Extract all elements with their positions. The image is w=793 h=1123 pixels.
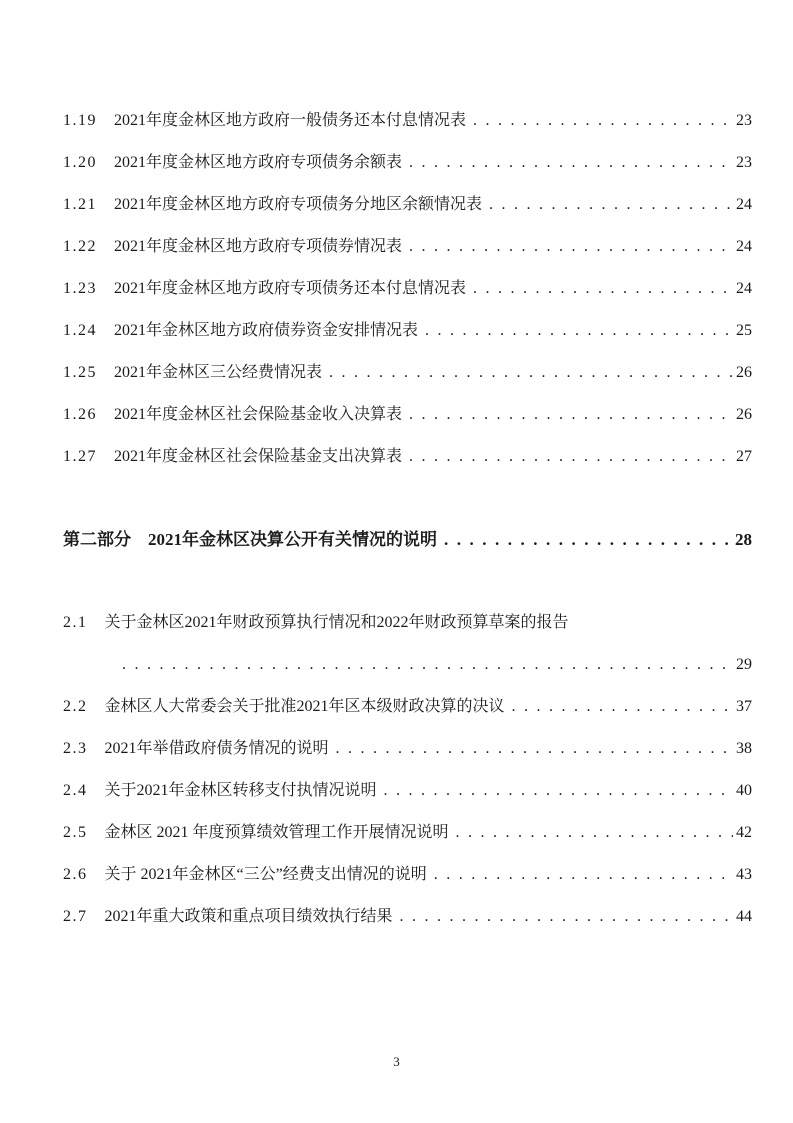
toc-part-title: 2021年金林区决算公开有关情况的说明 (148, 530, 437, 549)
toc-part2-heading (63, 519, 752, 561)
toc-entry (63, 436, 752, 478)
toc-entry-page: 42 (736, 824, 752, 841)
toc-entry-number: 2.7 (63, 908, 88, 925)
dot-leader (409, 436, 733, 478)
toc-entry (63, 728, 752, 770)
toc-entry (63, 812, 752, 854)
toc-entry-number: 2.3 (63, 740, 88, 757)
table-of-contents (63, 100, 752, 938)
toc-entry (63, 896, 752, 938)
toc-entry-title: 2021年度金林区社会保险基金收入决算表 (114, 406, 403, 423)
toc-entry-page: 26 (736, 406, 752, 423)
dot-leader (489, 184, 733, 226)
toc-entry-number: 1.26 (63, 406, 97, 423)
toc-entry-page: 23 (736, 112, 752, 129)
dot-leader (409, 394, 733, 436)
toc-entry-number: 1.25 (63, 364, 97, 381)
toc-entry-page: 25 (736, 322, 752, 339)
toc-entry-page: 40 (736, 782, 752, 799)
toc-entry-number: 2.5 (63, 824, 88, 841)
dot-leader (384, 770, 733, 812)
toc-entry-title: 2021年度金林区社会保险基金支出决算表 (114, 448, 403, 465)
toc-entry-page: 37 (736, 698, 752, 715)
toc-entry-page: 43 (736, 866, 752, 883)
toc-entry-page: 24 (736, 196, 752, 213)
toc-entry-page: 23 (736, 154, 752, 171)
toc-entry-title: 关于金林区2021年财政预算执行情况和2022年财政预算草案的报告 (104, 614, 569, 631)
toc-entry-title: 2021年重大政策和重点项目绩效执行结果 (104, 908, 393, 925)
toc-entry-page: 24 (736, 238, 752, 255)
toc-entry-page: 26 (736, 364, 752, 381)
toc-entry-title: 关于 2021年金林区“三公”经费支出情况的说明 (104, 866, 427, 883)
toc-entry-number: 1.19 (63, 112, 97, 129)
dot-leader (409, 142, 733, 184)
toc-entry-page: 24 (736, 280, 752, 297)
toc-entry (63, 142, 752, 184)
toc-entry (63, 184, 752, 226)
toc-entry (63, 226, 752, 268)
dot-leader (400, 896, 733, 938)
page-number: 3 (393, 1054, 400, 1069)
toc-entry-number: 1.22 (63, 238, 97, 255)
toc-entry-title: 金林区人大常委会关于批准2021年区本级财政决算的决议 (104, 698, 505, 715)
dot-leader (425, 310, 733, 352)
toc-entry-number: 1.23 (63, 280, 97, 297)
toc-entry (63, 310, 752, 352)
toc-entry-number: 1.20 (63, 154, 97, 171)
dot-leader (444, 519, 732, 561)
toc-entry-continuation (63, 644, 752, 686)
toc-part-label: 第二部分 (63, 530, 131, 549)
toc-entry-number: 1.24 (63, 322, 97, 339)
dot-leader (512, 686, 733, 728)
toc-entry-page: 44 (736, 908, 752, 925)
toc-entry-title: 2021年举借政府债务情况的说明 (104, 740, 329, 757)
toc-entry (63, 770, 752, 812)
toc-entry-title: 2021年度金林区地方政府专项债务余额表 (114, 154, 403, 171)
toc-entry-title: 2021年金林区地方政府债券资金安排情况表 (114, 322, 419, 339)
dot-leader (473, 100, 733, 142)
toc-entry-number: 2.4 (63, 782, 88, 799)
dot-leader (434, 854, 733, 896)
toc-entry-title: 2021年度金林区地方政府专项债务分地区余额情况表 (114, 196, 483, 213)
toc-entry (63, 686, 752, 728)
toc-entry (63, 854, 752, 896)
toc-entry-title: 2021年度金林区地方政府一般债务还本付息情况表 (114, 112, 467, 129)
toc-entry-title: 2021年度金林区地方政府专项债券情况表 (114, 238, 403, 255)
toc-entry-page: 29 (736, 656, 752, 673)
toc-entry (63, 352, 752, 394)
toc-entry-title: 关于2021年金林区转移支付执情况说明 (104, 782, 377, 799)
toc-entry (63, 394, 752, 436)
toc-entry-page: 27 (736, 448, 752, 465)
toc-entry-number: 1.21 (63, 196, 97, 213)
dot-leader (473, 268, 733, 310)
dot-leader (409, 226, 733, 268)
dot-leader (122, 644, 733, 686)
toc-entry-title: 2021年度金林区地方政府专项债务还本付息情况表 (114, 280, 467, 297)
toc-entry (63, 268, 752, 310)
toc-part-page: 28 (735, 530, 752, 549)
dot-leader (456, 812, 733, 854)
toc-entry-number: 2.6 (63, 866, 88, 883)
toc-entry-title: 2021年金林区三公经费情况表 (114, 364, 323, 381)
toc-entry (63, 100, 752, 142)
toc-entry-number: 1.27 (63, 448, 97, 465)
dot-leader (329, 352, 733, 394)
dot-leader (336, 728, 733, 770)
toc-entry-page: 38 (736, 740, 752, 757)
toc-entry-number: 2.2 (63, 698, 88, 715)
toc-entry-title: 金林区 2021 年度预算绩效管理工作开展情况说明 (104, 824, 449, 841)
toc-entry (63, 602, 752, 644)
toc-entry-number: 2.1 (63, 614, 88, 631)
